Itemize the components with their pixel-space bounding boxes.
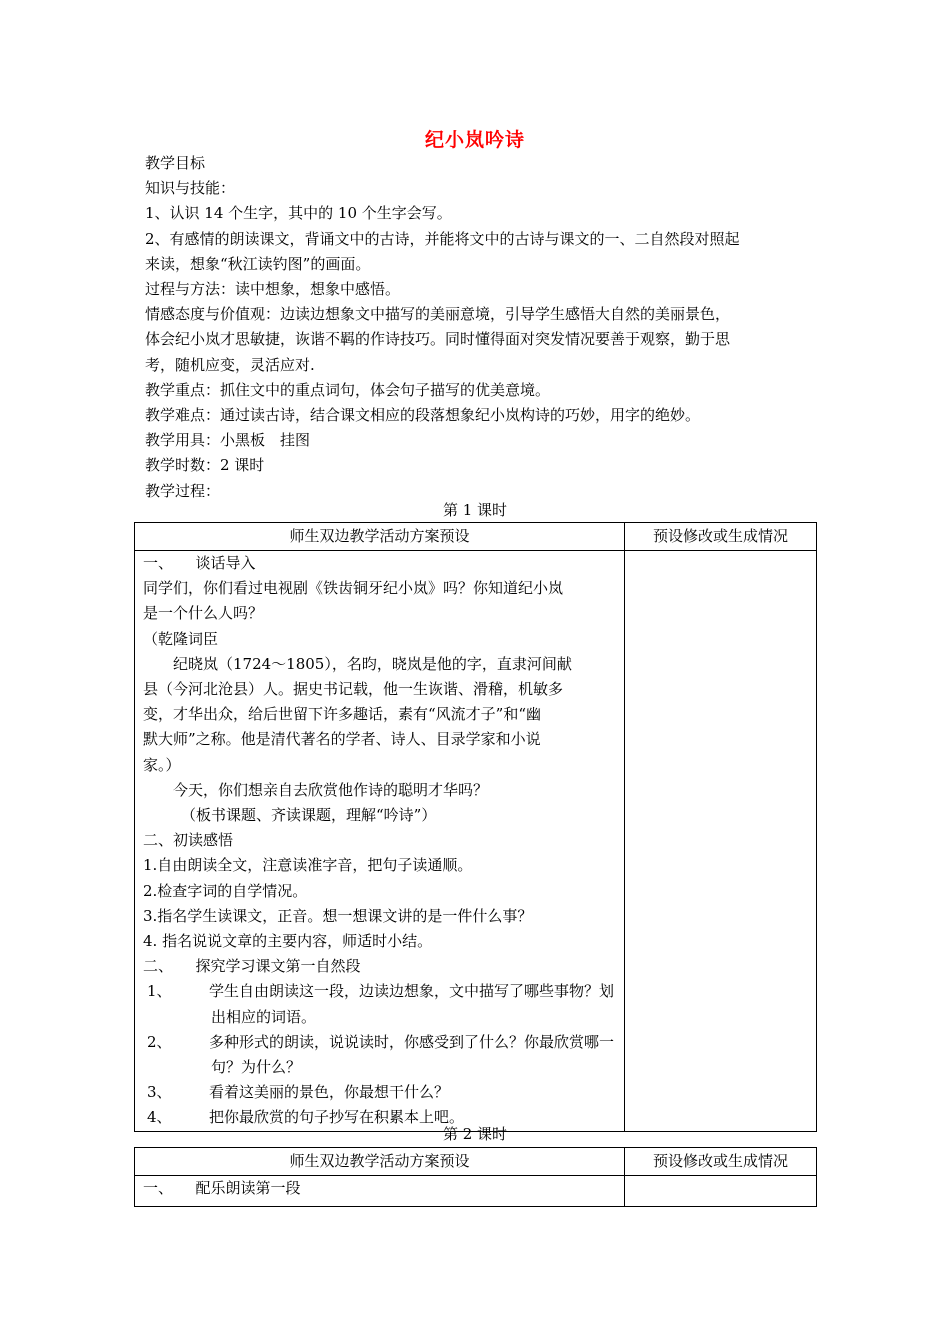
text-line: （乾隆词臣	[143, 629, 219, 648]
intro-line: 教学用具：小黑板 挂图	[145, 431, 311, 450]
text-line: 纪晓岚（1724～1805），名昀，晓岚是他的字，直隶河间献	[173, 654, 572, 673]
lesson-2-heading: 第 2 课时	[442, 1125, 508, 1143]
step-text: 多种形式的朗读，说说读时，你感受到了什么？你最欣赏哪一句？为什么？	[209, 1032, 615, 1077]
intro-line: 教学难点：通过读古诗，结合课文相应的段落想象纪小岚构诗的巧妙，用字的绝妙。	[145, 406, 701, 425]
document-title: 纪小岚吟诗	[424, 129, 525, 151]
column-header-activities: 师生双边教学活动方案预设	[135, 1148, 625, 1176]
intro-line: 教学时数：2 课时	[145, 456, 265, 475]
intro-line: 教学目标	[145, 154, 206, 172]
text-line: 变，才华出众，给后世留下许多趣话，素有“风流才子”和“幽	[143, 705, 542, 724]
column-header-notes: 预设修改或生成情况	[625, 1148, 817, 1176]
intro-line: 教学过程：	[145, 481, 221, 500]
text-line: 是一个什么人吗？	[143, 604, 264, 623]
text-line: 县（今河北沧县）人。据史书记载，他一生诙谐、滑稽，机敏多	[143, 680, 564, 699]
step-item	[143, 1080, 616, 1105]
step-number: 2、	[147, 1032, 172, 1051]
lesson-1-heading: 第 1 课时	[442, 501, 508, 519]
intro-line: 来读，想象“秋江读钓图”的画面。	[145, 254, 371, 273]
intro-line: 情感态度与价值观：边读边想象文中描写的美丽意境，引导学生感悟大自然的美丽景色，	[145, 305, 731, 324]
text-line: 家。）	[143, 755, 181, 774]
text-line: 二、 探究学习课文第一自然段	[143, 957, 361, 976]
lesson-2-table	[134, 1147, 817, 1207]
notes-cell	[625, 1176, 817, 1207]
column-header-notes: 预设修改或生成情况	[625, 523, 817, 551]
text-line: 今天，你们想亲自去欣赏他作诗的聪明才华吗？	[173, 780, 489, 799]
step-number: 3、	[147, 1083, 172, 1102]
text-line: 同学们，你们看过电视剧《铁齿铜牙纪小岚》吗？你知道纪小岚	[143, 579, 564, 598]
text-line: （板书课题、齐读课题，理解“吟诗”）	[181, 806, 437, 825]
intro-line: 知识与技能：	[145, 179, 236, 198]
step-item	[143, 979, 616, 1029]
text-line: 1.自由朗读全文，注意读准字音，把句子读通顺。	[143, 856, 473, 875]
column-header-activities: 师生双边教学活动方案预设	[135, 523, 625, 551]
step-number: 1、	[147, 982, 172, 1001]
step-text: 看着这美丽的景色，你最想干什么？	[209, 1083, 450, 1102]
step-text: 把你最欣赏的句子抄写在积累本上吧。	[209, 1108, 465, 1127]
text-line: 二、初读感悟	[143, 831, 234, 850]
text-line: 3.指名学生读课文，正音。想一想课文讲的是一件什么事？	[143, 906, 533, 925]
text-line: 默大师”之称。他是清代著名的学者、诗人、目录学家和小说	[143, 730, 541, 749]
text-line: 一、 谈话导入	[143, 554, 256, 572]
intro-line: 体会纪小岚才思敏捷，诙谐不羁的作诗技巧。同时懂得面对突发情况要善于观察，勤于思	[145, 330, 731, 349]
intro-line: 过程与方法：读中想象，想象中感悟。	[145, 280, 401, 299]
intro-line: 考，随机应变，灵活应对.	[145, 355, 315, 374]
activities-cell	[135, 551, 625, 1132]
step-item	[143, 1030, 616, 1080]
step-text: 学生自由朗读这一段，边读边想象，文中描写了哪些事物？划出相应的词语。	[209, 982, 615, 1026]
lesson-1-table	[134, 522, 817, 1132]
step-number: 4、	[147, 1108, 172, 1127]
notes-cell	[625, 551, 817, 1132]
teaching-objectives	[145, 151, 817, 504]
text-line: 2.检查字词的自学情况。	[143, 881, 308, 900]
intro-line: 2、有感情的朗读课文，背诵文中的古诗，并能将文中的古诗与课文的一、二自然段对照起	[145, 229, 740, 248]
text-line: 4. 指名说说文章的主要内容，师适时小结。	[143, 932, 433, 951]
intro-line: 教学重点：抓住文中的重点词句，体会句子描写的优美意境。	[145, 380, 551, 399]
intro-line: 1、认识 14 个生字，其中的 10 个生字会写。	[145, 204, 452, 223]
activities-cell	[135, 1176, 625, 1207]
text-line: 一、 配乐朗读第一段	[143, 1179, 301, 1197]
